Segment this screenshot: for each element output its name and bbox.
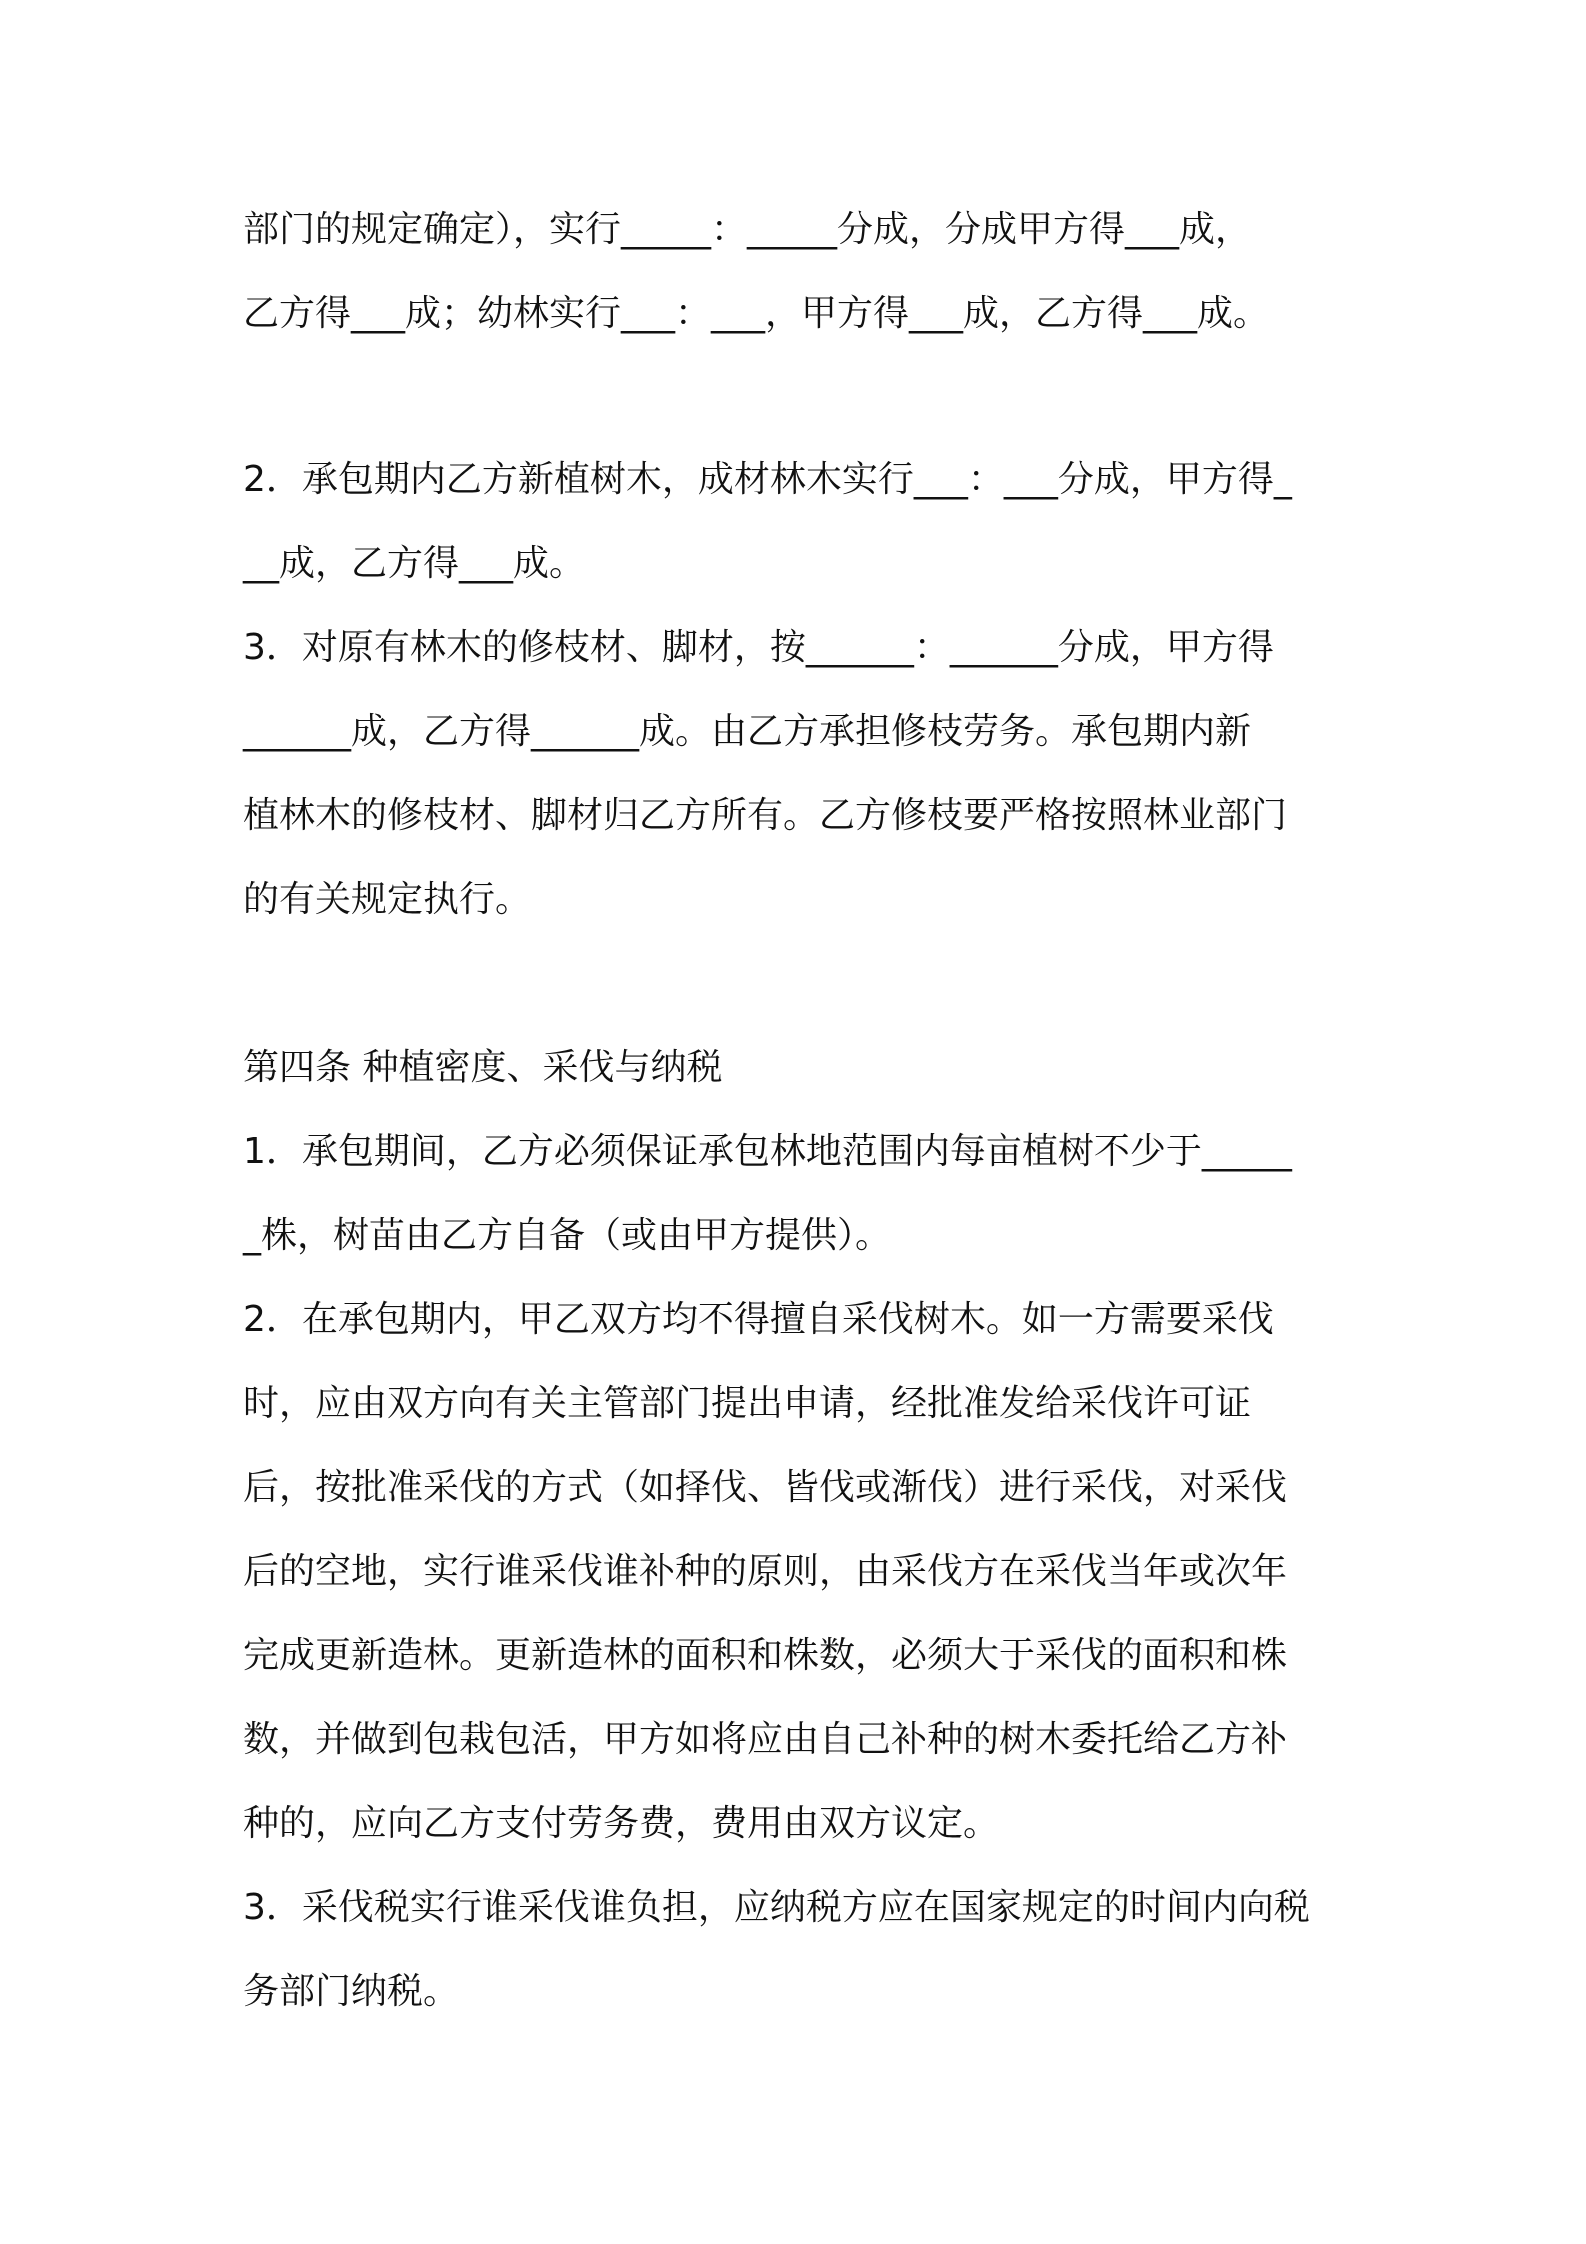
paragraph-line: 后，按批准采伐的方式（如择伐、皆伐或渐伐）进行采伐，对采伐 [243,1467,1288,1508]
paragraph-line: __成，乙方得___成。 [243,543,586,584]
paragraph-line: 时，应由双方向有关主管部门提出申请，经批准发给采伐许可证 [243,1383,1252,1424]
paragraph-line: 种的，应向乙方支付劳务费，费用由双方议定。 [243,1803,1000,1844]
paragraph-line: 的有关规定执行。 [243,879,532,920]
paragraph-line: 植林木的修枝材、脚材归乙方所有。乙方修枝要严格按照林业部门 [243,795,1288,836]
section-heading: 第四条 种植密度、采伐与纳税 [243,1047,723,1088]
paragraph-line: 后的空地，实行谁采伐谁补种的原则，由采伐方在采伐当年或次年 [243,1551,1288,1592]
paragraph-line: 乙方得___成；幼林实行___：___，甲方得___成，乙方得___成。 [243,293,1270,334]
paragraph-line: 务部门纳税。 [243,1971,460,2012]
paragraph-line: 数，并做到包栽包活，甲方如将应由自己补种的树木委托给乙方补 [243,1719,1288,1760]
paragraph-line: 1．承包期间，乙方必须保证承包林地范围内每亩植树不少于_____ [243,1131,1292,1172]
paragraph-line: 部门的规定确定），实行_____：_____分成，分成甲方得___成， [243,209,1252,250]
paragraph-line: 完成更新造林。更新造林的面积和株数，必须大于采伐的面积和株 [243,1635,1288,1676]
paragraph-line: 2．承包期内乙方新植树木，成材林木实行___：___分成，甲方得_ [243,459,1292,500]
paragraph-line: 3．对原有林木的修枝材、脚材，按______：______分成，甲方得 [243,627,1274,668]
paragraph-line: _株，树苗由乙方自备（或由甲方提供）。 [243,1215,892,1256]
paragraph-line: 2．在承包期内，甲乙双方均不得擅自采伐树木。如一方需要采伐 [243,1299,1274,1340]
paragraph-line: ______成，乙方得______成。由乙方承担修枝劳务。承包期内新 [243,711,1252,752]
paragraph-line: 3．采伐税实行谁采伐谁负担，应纳税方应在国家规定的时间内向税 [243,1887,1310,1928]
